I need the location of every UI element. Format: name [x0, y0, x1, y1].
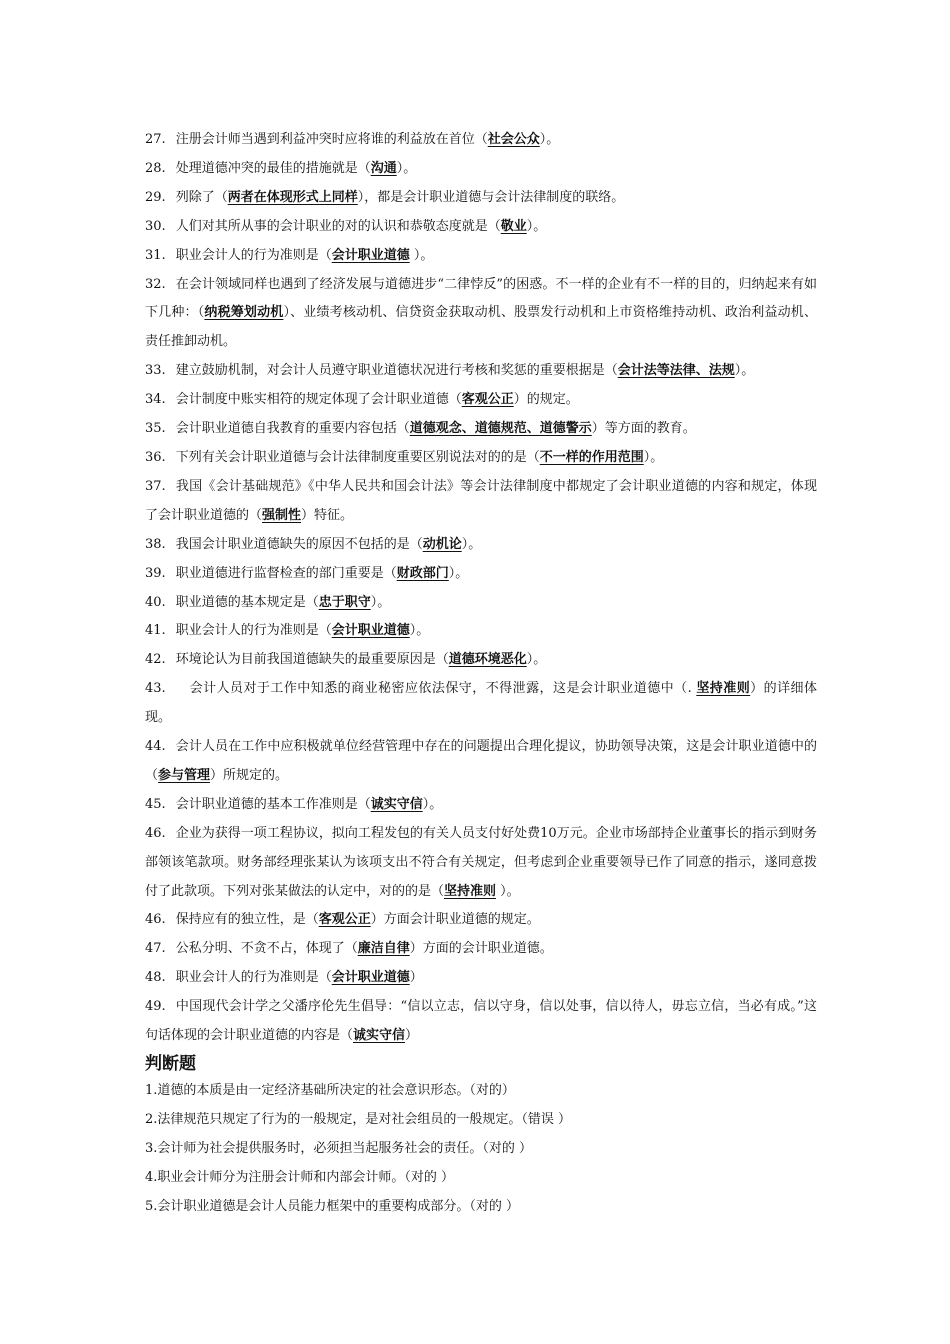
question-text-end: ）。 [396, 160, 417, 176]
question-number: 35. [145, 421, 166, 437]
question-text: 职业会计人的行为准则是（ [175, 247, 332, 263]
question-text: 公私分明、不贪不占，体现了（ [175, 941, 358, 957]
question-answer: 会计法等法律、法规 [617, 363, 735, 379]
question-item [145, 386, 817, 415]
question-item [145, 155, 817, 184]
question-text: 建立鼓励机制，对会计人员遵守职业道德状况进行考核和奖惩的重要根据是（ [175, 363, 618, 379]
question-item [145, 993, 817, 1051]
question-number: 43. [145, 681, 166, 697]
question-number: 46. [145, 825, 166, 841]
question-answer: 客观公正 [318, 912, 371, 928]
judgment-number: 3. [145, 1140, 158, 1156]
question-item [145, 935, 817, 964]
question-item [145, 271, 817, 358]
judgment-text: 会计师为社会提供服务时，必须担当起服务社会的责任。（对的 ） [157, 1140, 533, 1156]
question-number: 44. [145, 739, 166, 755]
judgment-text: 道德的本质是由一定经济基础所决定的社会意识形态。（对的） [157, 1083, 515, 1098]
question-answer: 会计职业道德 [331, 970, 410, 986]
question-text: 会计人员对于工作中知悉的商业秘密应依法保守，不得泄露，这是会计职业道德中（. [175, 681, 697, 697]
document-page [145, 126, 817, 1222]
question-item [145, 531, 817, 560]
question-text: 中国现代会计学之父潘序伦先生倡导：“信以立志，信以守身，信以处事，信以待人，毋忘立信，当必有成。”这句话体现的会计职业道德的内容是（ [145, 999, 817, 1044]
question-answer: 会计职业道德 [331, 247, 410, 263]
question-text: 注册会计师当遇到利益冲突时应将谁的利益放在首位（ [175, 132, 488, 147]
question-item [145, 242, 817, 271]
question-text-end: ）。 [643, 449, 664, 465]
question-text: 处理道德冲突的最佳的措施就是（ [175, 160, 371, 176]
question-text-end: ）方面的会计职业道德。 [409, 941, 553, 957]
question-answer: 坚持准则 [444, 883, 497, 899]
question-text-end: ），都是会计职业道德与会计法律制度的联络。 [357, 189, 625, 205]
question-number: 28. [145, 160, 166, 176]
question-number: 31. [145, 247, 166, 263]
question-answer: 不一样的作用范围 [539, 449, 644, 465]
question-text: 我国《会计基础规范》《中华人民共和国会计法》等会计法律制度中都规定了会计职业道德的内容和规定，体现了会计职业道德的（ [145, 478, 817, 523]
question-item [145, 733, 817, 791]
question-item [145, 415, 817, 444]
question-text-end: ）。 [409, 623, 430, 639]
question-item [145, 906, 817, 935]
question-text-end: ）。 [496, 883, 520, 899]
question-answer: 社会公众 [487, 132, 540, 147]
question-number: 33. [145, 363, 166, 379]
question-text: 职业道德的基本规定是（ [175, 594, 319, 610]
question-text-end: ）。 [370, 594, 391, 610]
judgment-item [145, 1077, 817, 1106]
question-item [145, 646, 817, 675]
question-answer: 参与管理 [158, 767, 211, 783]
question-number: 27. [145, 132, 166, 147]
judgment-list [145, 1077, 817, 1222]
question-number: 38. [145, 536, 166, 552]
question-item [145, 589, 817, 618]
question-text: 会计制度中账实相符的规定体现了会计职业道德（ [175, 392, 462, 408]
question-answer: 忠于职守 [318, 594, 371, 610]
question-text: 会计人员在工作中应积极就单位经营管理中存在的问题提出合理化提议，协助领导决策，这是会计职业道德中的（ [145, 739, 817, 783]
question-text-end: ）。 [448, 565, 469, 581]
judgment-item [145, 1164, 817, 1193]
judgment-number: 5. [145, 1198, 158, 1214]
question-number: 46. [145, 912, 166, 928]
question-text-end: ）所规定的。 [210, 767, 289, 783]
question-answer: 坚持准则 [696, 681, 751, 697]
question-number: 48. [145, 970, 166, 986]
question-item [145, 184, 817, 213]
question-item [145, 213, 817, 242]
question-text: 会计职业道德自我教育的重要内容包括（ [175, 421, 410, 437]
question-text: 列除了（ [175, 189, 228, 205]
question-item [145, 357, 817, 386]
question-number: 34. [145, 392, 166, 408]
question-number: 40. [145, 594, 166, 610]
judgment-text: 法律规范只规定了行为的一般规定，是对社会组员的一般规定。（错误 ） [157, 1111, 572, 1127]
question-text: 职业会计人的行为准则是（ [175, 623, 332, 639]
question-number: 45. [145, 796, 166, 812]
question-number: 47. [145, 941, 166, 957]
question-answer: 沟通 [370, 160, 397, 176]
question-answer: 廉洁自律 [357, 941, 410, 957]
question-number: 41. [145, 623, 166, 639]
question-text-end: ）。 [526, 652, 547, 668]
question-text: 下列有关会计职业道德与会计法律制度重要区别说法对的的是（ [175, 449, 540, 465]
question-text: 职业会计人的行为准则是（ [175, 970, 332, 986]
question-answer: 强制性 [262, 507, 302, 523]
judgment-number: 1. [145, 1083, 158, 1098]
question-item [145, 675, 817, 733]
question-text-end: ）。 [526, 218, 547, 234]
question-text-end: ）。 [422, 796, 443, 812]
section-heading: 判断题 [145, 1054, 196, 1074]
judgment-item [145, 1106, 817, 1135]
question-text: 我国会计职业道德缺失的原因不包括的是（ [175, 536, 423, 552]
judgment-item [145, 1135, 817, 1164]
question-answer: 两者在体现形式上同样 [227, 189, 358, 205]
question-text: 职业道德进行监督检查的部门重要是（ [175, 565, 397, 581]
question-number: 32. [145, 276, 166, 292]
question-item [145, 126, 817, 155]
question-text: 会计职业道德的基本工作准则是（ [175, 796, 371, 812]
question-text-end: ）等方面的教育。 [591, 421, 696, 437]
question-number: 36. [145, 449, 166, 465]
question-text-end: ）。 [461, 536, 482, 552]
question-number: 37. [145, 478, 166, 494]
question-text-end: ）。 [409, 247, 434, 263]
question-text-end: ）。 [539, 132, 560, 147]
question-item [145, 820, 817, 907]
question-text-end: ） [409, 970, 423, 986]
question-text: 保持应有的独立性，是（ [175, 912, 319, 928]
question-number: 49. [145, 999, 166, 1015]
question-answer: 动机论 [422, 536, 462, 552]
question-text: 人们对其所从事的会计职业的对的认识和恭敬态度就是（ [175, 218, 501, 234]
question-answer: 会计职业道德 [331, 623, 410, 639]
question-item [145, 791, 817, 820]
judgment-item [145, 1193, 817, 1222]
question-item [145, 444, 817, 473]
judgment-number: 4. [145, 1169, 158, 1185]
question-text-end: ）。 [734, 363, 755, 379]
question-text-end: ）方面会计职业道德的规定。 [370, 912, 540, 928]
judgment-text: 会计职业道德是会计人员能力框架中的重要构成部分。（对的 ） [157, 1198, 520, 1214]
question-number: 30. [145, 218, 166, 234]
question-answer: 客观公正 [461, 392, 514, 408]
question-text-end: ）、业绩考核动机、信贷资金获取动机、股票发行动机和上市资格维持动机、政治利益动机、责任推卸动机。 [145, 305, 817, 350]
question-item [145, 473, 817, 531]
question-text: 在会计领域同样也遇到了经济发展与道德进步“二律悖反”的困惑。不一样的企业有不一样的目的，归纳起来有如下几种：（ [145, 276, 817, 321]
question-answer: 诚实守信 [370, 796, 423, 812]
question-text-end: ）的详细体现。 [145, 681, 817, 726]
question-text-end: ）特征。 [301, 507, 354, 523]
judgment-text: 职业会计师分为注册会计师和内部会计师。（对的 ） [157, 1169, 455, 1185]
question-item [145, 617, 817, 646]
question-answer: 敬业 [500, 218, 527, 234]
question-item [145, 560, 817, 589]
question-answer: 财政部门 [396, 565, 449, 581]
question-item [145, 964, 817, 993]
question-answer: 道德观念、道德规范、道德警示 [409, 421, 592, 437]
question-number: 39. [145, 565, 166, 581]
question-answer: 道德环境恶化 [448, 652, 527, 668]
question-text: 企业为获得一项工程协议，拟向工程发包的有关人员支付好处费10万元。企业市场部持企业董事长的指示到财务部领该笔款项。财务部经理张某认为该项支出不符合有关规定，但考虑到企业重要领导已作了同意的指示，遂同意拨付了此款项。下列对张某做法的认定中，对的的是（ [145, 825, 817, 899]
question-text-end: ） [405, 1028, 419, 1044]
question-text: 环境论认为目前我国道德缺失的最重要原因是（ [175, 652, 449, 668]
question-answer: 纳税筹划动机 [204, 305, 284, 321]
question-number: 29. [145, 189, 166, 205]
judgment-number: 2. [145, 1111, 158, 1127]
question-number: 42. [145, 652, 166, 668]
question-text-end: ）的规定。 [513, 392, 579, 408]
question-list [145, 126, 817, 1051]
question-answer: 诚实守信 [353, 1028, 406, 1044]
